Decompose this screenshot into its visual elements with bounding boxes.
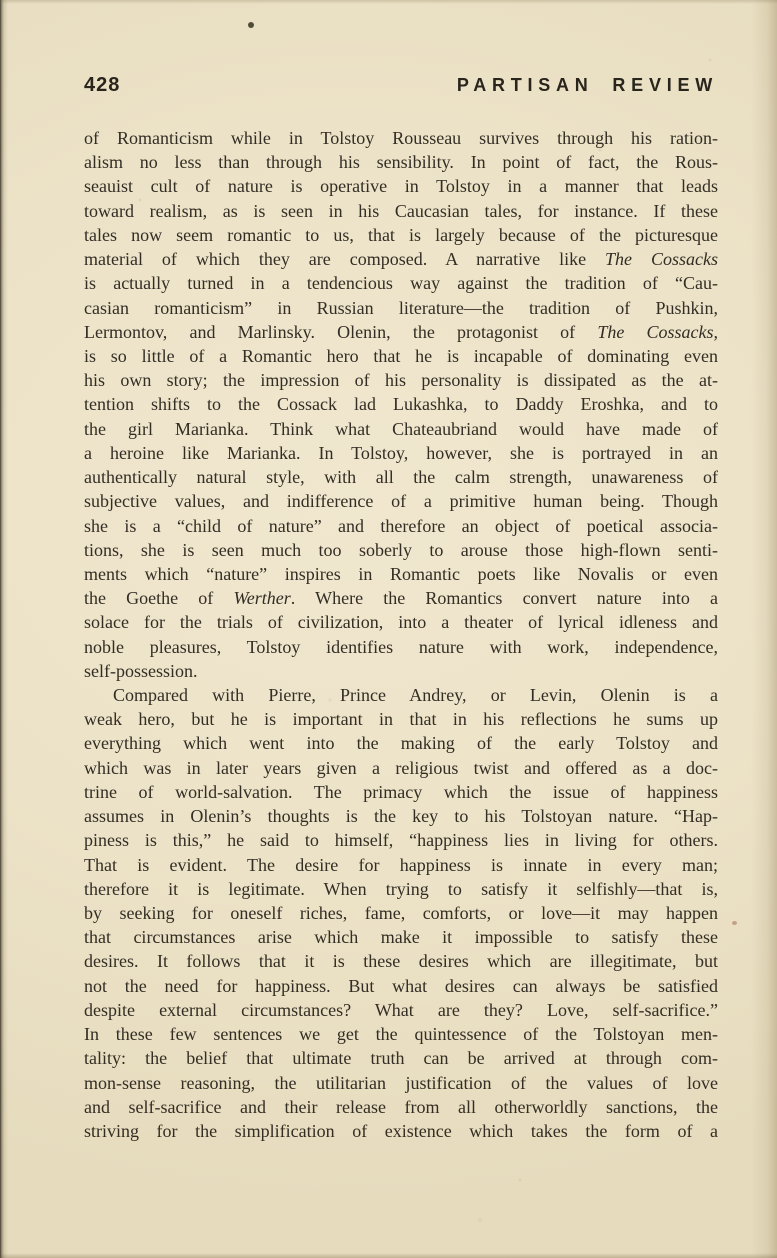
body-text: authentically natural style, with all the calm strength, unawareness of [84,467,718,488]
body-text: of Romanticism while in Tolstoy Rousseau survives through his ration- [84,128,718,148]
body-text: despite external circumstances? What are they? Love, self-sacrifice.” [84,999,718,1020]
text-line [84,562,718,586]
body-text: striving for the simplification of existence which takes the form of a [84,1120,718,1141]
text-line [84,417,718,441]
body-text: That is evident. The desire for happiness is innate in every man; [84,854,718,875]
body-text: is actually turned in a tendencious way against the tradition of “Cau- [84,273,718,294]
body-text: tality: the belief that ultimate truth can be arrived at through com- [84,1048,718,1069]
body-text: which was in later years given a religious twist and offered as a doc- [84,757,718,778]
text-line [84,780,718,804]
body-text: mon-sense reasoning, the utilitarian justification of the values of love [84,1072,718,1093]
text-line [84,756,718,780]
body-text: tention shifts to the Cossack lad Lukashka, to Daddy Eroshka, and to [84,394,718,415]
page-number: 428 [84,74,121,96]
body-text: self-possession. [84,660,198,681]
text-line [84,199,718,223]
body-text: desires. It follows that it is these desires which are illegitimate, but [84,951,718,972]
body-text: tions, she is seen much too soberly to arouse those high-flown senti- [84,539,718,560]
italic-title-text: The Cossacks [605,249,718,270]
text-line [84,974,718,998]
body-text: casian romanticism” in Russian literature—the tradition of Pushkin, [84,297,718,318]
body-text: piness is this,” he said to himself, “happiness lies in living for others. [84,830,718,851]
scan-edge-left [0,0,8,1258]
body-text: noble pleasures, Tolstoy identifies nature with work, independence, [84,636,718,657]
body-text: she is a “child of nature” and therefore an object of poetical associa- [84,515,718,536]
body-text: therefore it is legitimate. When trying to satisfy it selfishly—that is, [84,878,718,899]
body-text: a heroine like Marianka. In Tolstoy, however, she is portrayed in an [84,442,718,463]
text-line [84,514,718,538]
body-text: his own story; the impression of his personality is dissipated as the at- [84,370,718,391]
body-text: solace for the trials of civilization, into a theater of lyrical idleness and [84,612,718,633]
scan-edge-bottom [0,1253,777,1258]
text-line [84,1022,718,1046]
text-line [84,683,718,707]
text-line [84,368,718,392]
text-line [84,1119,718,1143]
text-line [84,901,718,925]
text-line [84,949,718,973]
body-text: material of which they are composed. A narrative like [84,249,606,270]
body-text: the girl Marianka. Think what Chateaubriand would have made of [84,418,718,439]
body-text: ments which “nature” inspires in Romantic poets like Novalis or even [84,563,718,584]
text-line [84,392,718,416]
text-line [84,223,718,247]
italic-title-text: Werther [233,588,291,609]
body-text: subjective values, and indifference of a primitive human being. Though [84,491,718,512]
body-text: everything which went into the making of the early Tolstoy and [84,733,718,754]
text-line [84,296,718,320]
body-text: . Where the Romantics convert nature into a [290,588,718,609]
text-line [84,489,718,513]
text-line [84,659,718,683]
body-text: Compared with Pierre, Prince Andrey, or Levin, Olenin is a [113,685,718,706]
text-line [84,925,718,949]
paragraph [84,126,718,683]
text-line [84,150,718,174]
body-text: and self-sacrifice and their release from all otherworldly sanctions, the [84,1096,718,1117]
text-line [84,271,718,295]
body-text: tales now seem romantic to us, that is largely because of the picturesque [84,224,718,245]
text-line [84,1046,718,1070]
body-text: toward realism, as is seen in his Caucasian tales, for instance. If these [84,200,718,221]
text-line [84,586,718,610]
scan-edge-right [751,0,777,1258]
article-body [84,126,718,1143]
body-text: In these few sentences we get the quintessence of the Tolstoyan men- [84,1024,718,1045]
text-line [84,538,718,562]
body-text: alism no less than through his sensibility. In point of fact, the Rous- [84,152,718,173]
text-line [84,465,718,489]
body-text: weak hero, but he is important in that in his reflections he sums up [84,709,718,730]
text-line [84,1095,718,1119]
running-head [84,74,718,97]
body-text: not the need for happiness. But what desires can always be satisfied [84,975,718,996]
body-text: Lermontov, and Marlinsky. Olenin, the protagonist of [84,321,598,342]
body-text: is so little of a Romantic hero that he is incapable of dominating even [84,345,718,366]
ink-spot-artifact [248,22,254,28]
text-line [84,174,718,198]
text-line [84,707,718,731]
text-line [84,804,718,828]
body-text: by seeking for oneself riches, fame, comforts, or love—it may happen [84,903,718,923]
text-line [84,320,718,344]
body-text: that circumstances arise which make it impossible to satisfy these [84,927,718,948]
body-text: the Goethe of [84,588,234,609]
text-line [84,610,718,634]
body-text: seauist cult of nature is operative in Tolstoy in a manner that leads [84,176,718,197]
text-line [84,247,718,271]
text-line [84,877,718,901]
scan-edge-top [0,0,777,4]
body-text: trine of world-salvation. The primacy which the issue of happiness [84,781,718,802]
italic-title-text: The Cossacks, [597,321,718,342]
text-line [84,126,718,150]
text-line [84,441,718,465]
speck-artifact [732,921,737,925]
text-line [84,1071,718,1095]
text-line [84,998,718,1022]
journal-title: PARTISAN REVIEW [456,75,718,95]
text-line [84,635,718,659]
body-text: assumes in Olenin’s thoughts is the key to his Tolstoyan nature. “Hap- [84,806,718,827]
text-line [84,853,718,877]
paragraph [84,683,718,1143]
text-line [84,731,718,755]
text-line [84,344,718,368]
text-line [84,828,718,852]
